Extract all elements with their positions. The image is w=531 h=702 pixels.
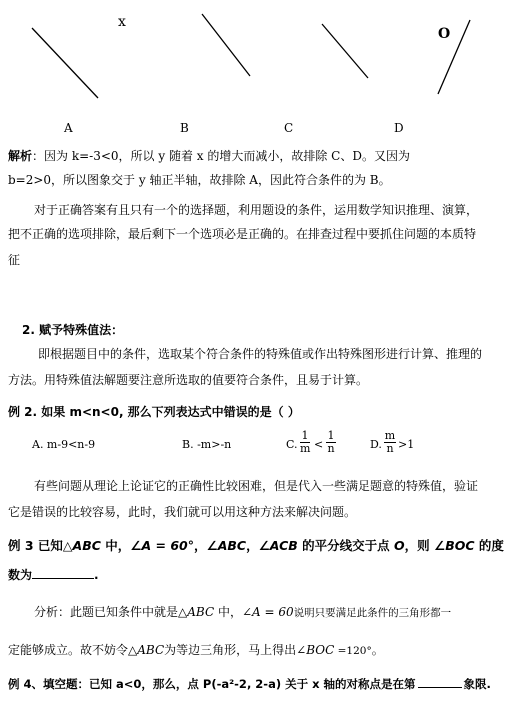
graph-option-a: A xyxy=(64,121,73,135)
analysis1-line1: 解析：因为 k=-3<0，所以 y 随着 x 的增大而减小，故排除 C、D。又因为 xyxy=(8,149,410,163)
method2-heading: 2. 赋予特殊值法： xyxy=(22,323,124,337)
graph-label-x: x xyxy=(118,14,126,30)
example3-angle-a: ∠A = 60° xyxy=(130,538,194,553)
example2-option-b: B. -m>-n xyxy=(182,438,232,451)
graph-b-line xyxy=(202,14,250,76)
graph-a-line xyxy=(32,28,98,98)
analysis3-line2: 定能够成立。故不妨令△ABC为等边三角形，马上得出∠BOC =120°。 xyxy=(8,643,384,657)
example3-triangle: △ABC xyxy=(62,538,101,553)
example2-question: 例 2. 如果 m<n<0, 那么下列表达式中错误的是（ ） xyxy=(8,405,300,419)
example4-line: 例 4、填空题：已知 a<0，那么，点 P(-a²-2, 2-a) 关于 x 轴的对称点是在第 象限. xyxy=(8,677,491,691)
example4-answer-blank[interactable] xyxy=(418,676,462,688)
graph-option-d: D xyxy=(394,121,404,135)
method2-p1: 即根据题目中的条件，选取某个符合条件的特殊值或作出特殊图形进行计算、推理的 xyxy=(38,347,483,361)
example2-option-c-frac2: $\frac{1}{n}$ xyxy=(327,429,335,455)
example3-answer-blank[interactable] xyxy=(32,566,94,579)
graph-label-o: O xyxy=(438,26,451,42)
example3-angle-abc: ∠ABC xyxy=(206,538,247,553)
example3-angle-acb: ∠ACB xyxy=(258,538,298,553)
analysis1-para2: 把不正确的选项排除，最后剩下一个选项必是正确的。在排查过程中要抓住问题的本质特 xyxy=(8,227,477,241)
example3-line1: 例 3 已知△ABC 中，∠A = 60°，∠ABC，∠ACB 的平分线交于点 O，则 ∠BOC 的度 xyxy=(8,538,504,553)
analysis1-line2: b=2>0，所以图象交于 y 轴正半轴，故排除 A，因此符合条件的为 B。 xyxy=(8,173,391,187)
method2-p2: 方法。用特殊值法解题要注意所选取的值要符合条件，且易于计算。 xyxy=(8,373,369,387)
example2-note1: 有些问题从理论上论证它的正确性比较困难，但是代入一些满足题意的特殊值，验证 xyxy=(34,479,479,493)
graph-c-line xyxy=(322,24,368,78)
analysis1-para1: 对于正确答案有且只有一个的选择题，利用题设的条件，运用数学知识推理、演算， xyxy=(34,203,479,217)
example3-point-o: O xyxy=(394,538,405,553)
example2-option-c-frac1: $\frac{1}{m}$ xyxy=(300,429,311,455)
analysis3-line1: 分析：此题已知条件中就是△ABC 中，∠A = 60说明只要满足此条件的三角形都一 xyxy=(34,605,452,619)
example3-line2: 数为 . xyxy=(8,568,99,582)
example2-option-a: A. m-9<n-9 xyxy=(32,438,96,451)
example3-angle-boc: ∠BOC xyxy=(434,538,475,553)
example2-option-c-lt: < xyxy=(314,438,324,451)
example2-option-c-prefix: C. xyxy=(286,438,298,451)
graph-option-c: C xyxy=(284,121,294,135)
example2-option-d-rest: >1 xyxy=(398,438,415,451)
example2-note2: 它是错误的比较容易，此时，我们就可以用这种方法来解决问题。 xyxy=(8,505,357,519)
example2-option-d-frac: $\frac{m}{n}$ xyxy=(384,429,396,455)
graph-option-b: B xyxy=(180,121,189,135)
example2-option-d-prefix: D. xyxy=(370,438,382,451)
analysis1-para3: 征 xyxy=(8,253,21,267)
analysis1-label: 解析 xyxy=(8,149,33,163)
